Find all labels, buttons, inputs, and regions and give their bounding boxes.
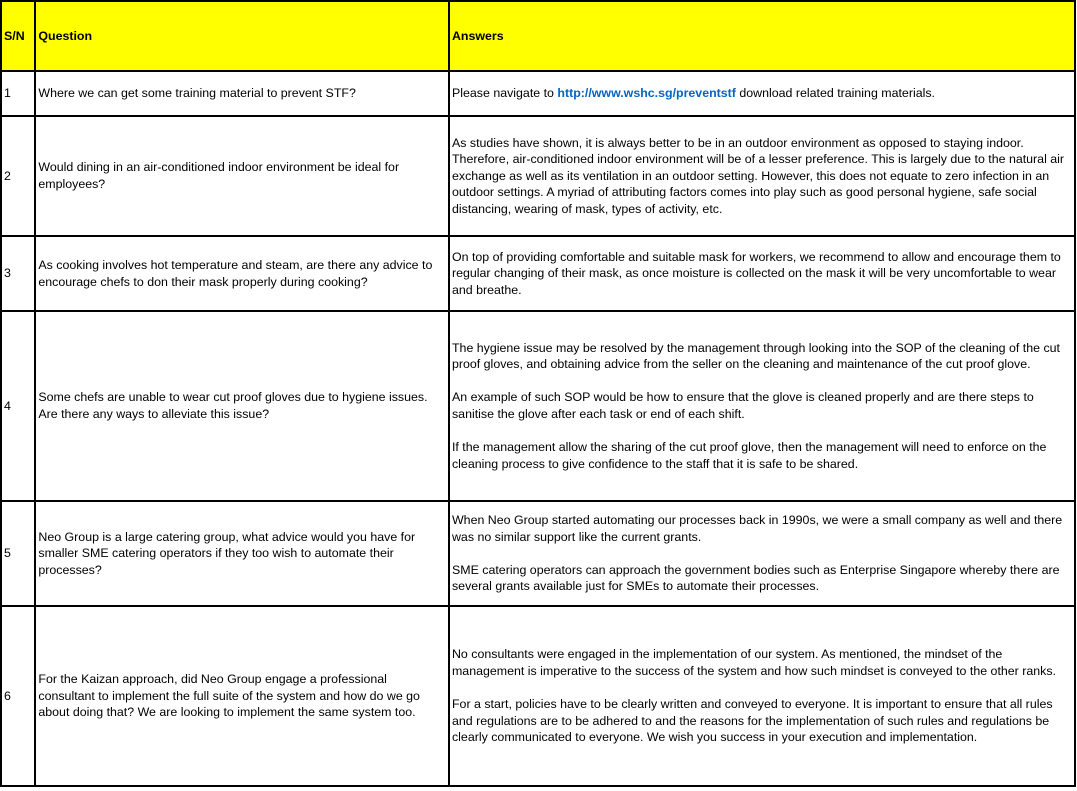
row-answer xyxy=(449,116,1075,236)
row-answer xyxy=(449,501,1075,606)
answer-text: Please navigate to xyxy=(451,86,558,101)
table-row xyxy=(1,501,1075,606)
table-row xyxy=(1,116,1075,236)
row-sn: 3 xyxy=(1,236,35,311)
row-answer xyxy=(449,311,1075,501)
answer-paragraph: If the management allow the sharing of the cut proof glove, then the management will need to enforce on the cleaning process to give confidence to the staff that it is safe to be shared. xyxy=(451,440,1047,471)
row-sn: 2 xyxy=(1,116,35,236)
row-question: Would dining in an air-conditioned indoor environment be ideal for employees? xyxy=(35,116,449,236)
row-question: Where we can get some training material to prevent STF? xyxy=(35,71,449,116)
table-row xyxy=(1,606,1075,786)
answer-paragraph: An example of such SOP would be how to ensure that the glove is cleaned properly and are there steps to sanitise the glove after each task or end of each shift. xyxy=(451,390,1034,421)
header-row xyxy=(1,1,1075,71)
training-material-link[interactable]: http://www.wshc.sg/preventstf xyxy=(557,86,736,101)
row-question: Neo Group is a large catering group, what advice would you have for smaller SME catering operators if they too wish to automate their processes? xyxy=(35,501,449,606)
row-question: Some chefs are unable to wear cut proof gloves due to hygiene issues. Are there any ways to alleviate this issue? xyxy=(35,311,449,501)
row-question: As cooking involves hot temperature and steam, are there any advice to encourage chefs to don their mask properly during cooking? xyxy=(35,236,449,311)
row-sn: 4 xyxy=(1,311,35,501)
row-sn: 6 xyxy=(1,606,35,786)
answer-paragraph: SME catering operators can approach the government bodies such as Enterprise Singapore whereby there are several grants available just for SMEs to automate their processes. xyxy=(451,562,1060,594)
table-row xyxy=(1,311,1075,501)
answer-text: download related training materials. xyxy=(735,86,935,101)
row-question: For the Kaizan approach, did Neo Group engage a professional consultant to implement the full suite of the system and how do we go about doing that? We are looking to implement the same system too. xyxy=(35,606,449,786)
row-answer xyxy=(449,236,1075,311)
answer-paragraph: As studies have shown, it is always better to be in an outdoor environment as opposed to staying indoor. Therefore, air-conditioned indoor environment will be of a lesser preference. This is largely due to the natural air exchange as well as its ventilation in an outdoor setting. However, this does not equate to zero infection in an outdoor settings. A myriad of attributing factors comes into play such as good personal hygiene, safe social distancing, wearing of mask, types of activity, etc. xyxy=(451,135,1065,216)
answer-paragraph: For a start, policies have to be clearly written and conveyed to everyone. It is important to ensure that all rules and regulations are to be adhered to and the reasons for the implementation of such rules and regulations be clearly communicated to everyone. We wish you success in your execution and implementation. xyxy=(451,697,1053,745)
table-row xyxy=(1,71,1075,116)
answer-paragraph: No consultants were engaged in the implementation of our system. As mentioned, the mindset of the management is imperative to the success of the system and how such mindset is conveyed to the other ranks. xyxy=(451,647,1056,678)
answer-paragraph: When Neo Group started automating our processes back in 1990s, we were a small company as well and there was no similar support like the current grants. xyxy=(451,513,1063,544)
header-answers: Answers xyxy=(449,1,1075,71)
answer-paragraph: On top of providing comfortable and suitable mask for workers, we recommend to allow and encourage them to regular changing of their mask, as once moisture is collected on the mask it will be very uncomfortable to wear and breathe. xyxy=(451,249,1061,297)
row-sn: 5 xyxy=(1,501,35,606)
table-row xyxy=(1,236,1075,311)
header-sn: S/N xyxy=(1,1,35,71)
row-answer xyxy=(449,606,1075,786)
row-sn: 1 xyxy=(1,71,35,116)
answer-paragraph: The hygiene issue may be resolved by the management through looking into the SOP of the cleaning of the cut proof gloves, and obtaining advice from the seller on the cleaning and maintenance of the cut proof glove. xyxy=(451,340,1060,372)
header-question: Question xyxy=(35,1,449,71)
row-answer xyxy=(449,71,1075,116)
